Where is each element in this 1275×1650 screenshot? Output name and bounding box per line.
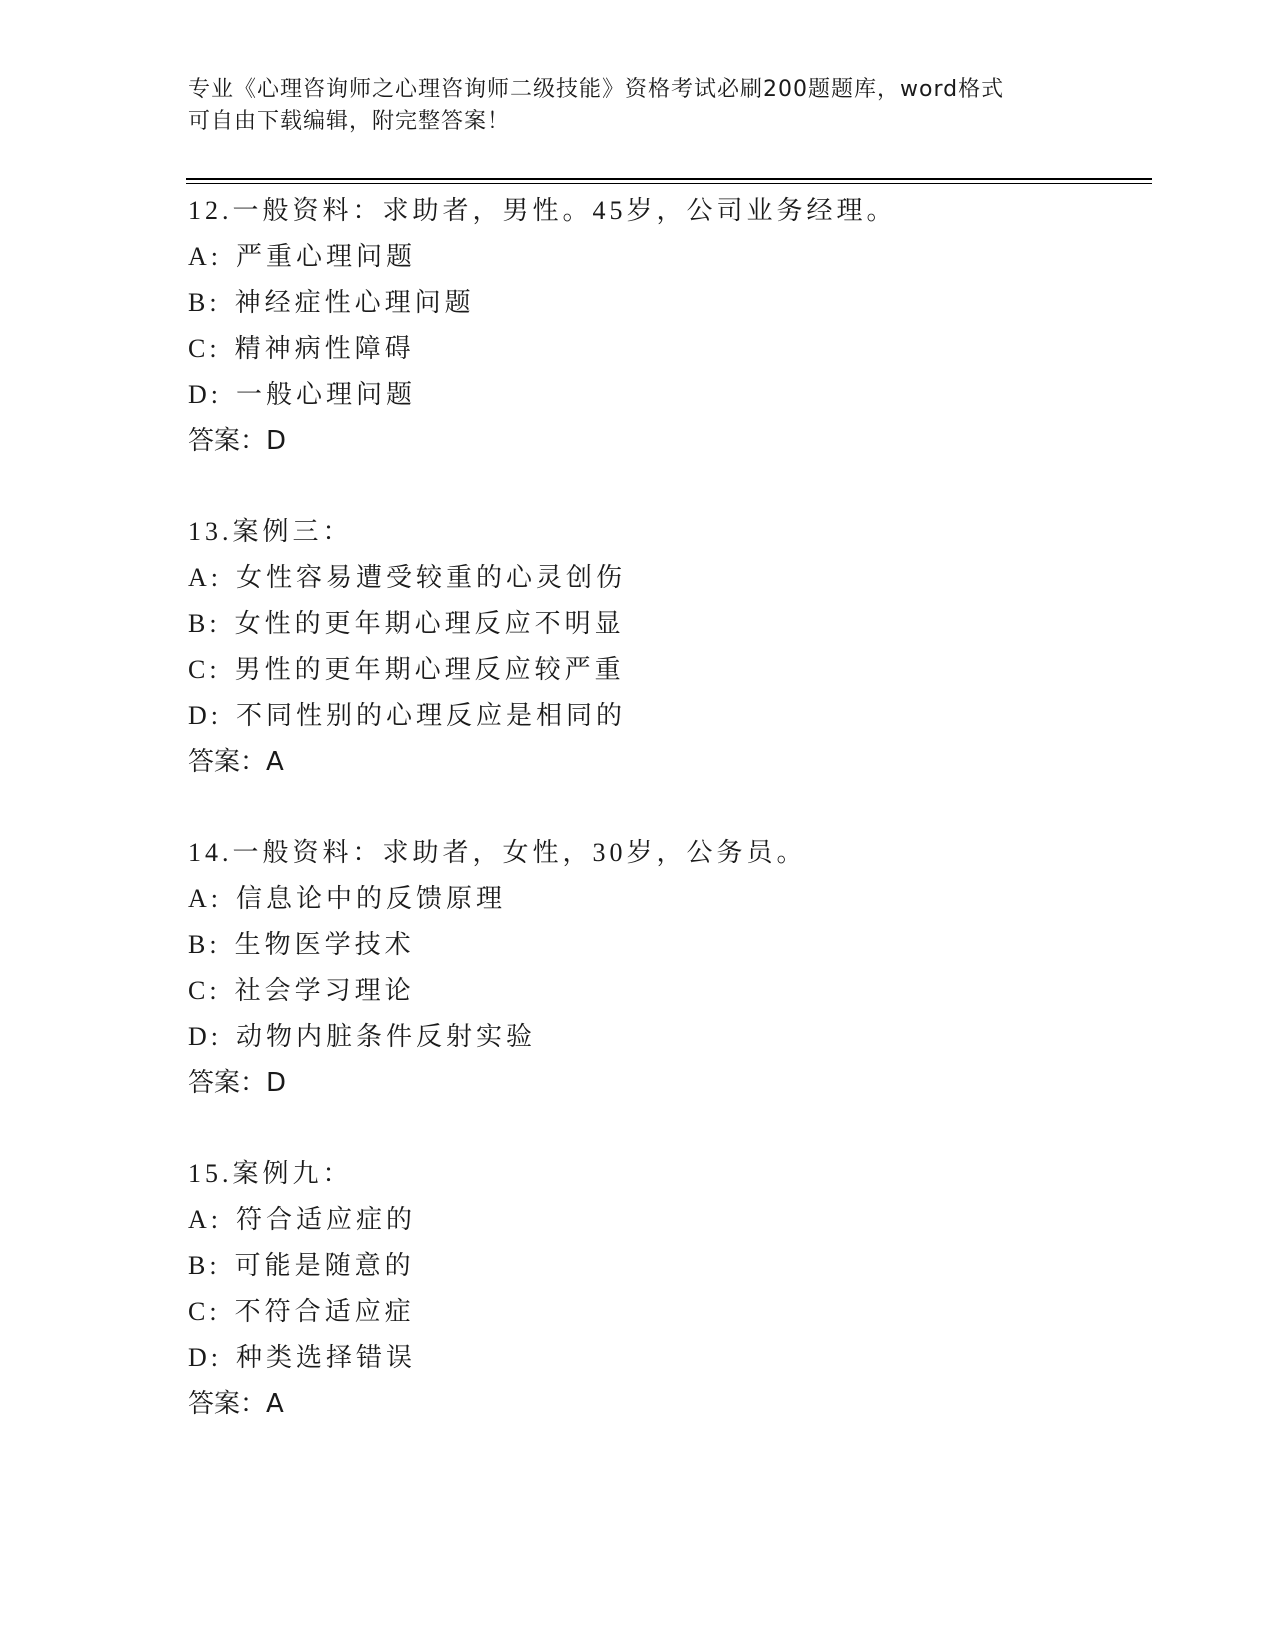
document-header — [188, 74, 1088, 138]
option-letter: A: — [188, 242, 222, 271]
option-letter: B: — [188, 1251, 221, 1280]
answer-line: 答案：A — [188, 1389, 284, 1419]
option-letter: D: — [188, 380, 222, 409]
option-letter: C: — [188, 334, 221, 363]
option-letter: A: — [188, 563, 222, 592]
option-b — [188, 280, 1148, 326]
option-b — [188, 922, 1148, 968]
option-text: 女性的更年期心理反应不明显 — [234, 609, 625, 638]
option-b — [188, 601, 1148, 647]
option-letter: A: — [188, 1205, 222, 1234]
option-letter: A: — [188, 884, 222, 913]
option-text: 一般心理问题 — [236, 380, 417, 409]
question-12 — [188, 188, 1148, 464]
header-rule-thick — [186, 178, 1152, 180]
option-text: 不同性别的心理反应是相同的 — [236, 701, 627, 730]
option-letter: C: — [188, 655, 221, 684]
option-text: 男性的更年期心理反应较严重 — [234, 655, 625, 684]
option-c — [188, 326, 1148, 372]
question-15 — [188, 1151, 1148, 1427]
answer-line: 答案：D — [188, 426, 287, 456]
option-a — [188, 555, 1148, 601]
option-text: 可能是随意的 — [234, 1251, 415, 1280]
option-text: 社会学习理论 — [234, 976, 415, 1005]
option-c — [188, 1289, 1148, 1335]
question-stem: 15.案例九： — [188, 1159, 353, 1188]
option-c — [188, 647, 1148, 693]
option-text: 符合适应症的 — [236, 1205, 417, 1234]
option-letter: C: — [188, 1297, 221, 1326]
question-list — [188, 188, 1148, 1472]
option-text: 神经症性心理问题 — [234, 288, 475, 317]
question-stem: 12.一般资料：求助者，男性。45岁，公司业务经理。 — [188, 196, 897, 225]
option-text: 女性容易遭受较重的心灵创伤 — [236, 563, 627, 592]
option-text: 生物医学技术 — [234, 930, 415, 959]
option-a — [188, 876, 1148, 922]
header-rule-thin — [186, 183, 1152, 184]
option-text: 动物内脏条件反射实验 — [236, 1022, 537, 1051]
option-d — [188, 1335, 1148, 1381]
option-a — [188, 234, 1148, 280]
answer-line: 答案：A — [188, 747, 284, 777]
option-text: 不符合适应症 — [234, 1297, 415, 1326]
option-c — [188, 968, 1148, 1014]
option-a — [188, 1197, 1148, 1243]
option-text: 精神病性障碍 — [234, 334, 415, 363]
question-stem: 14.一般资料：求助者，女性，30岁，公务员。 — [188, 838, 807, 867]
option-text: 严重心理问题 — [236, 242, 417, 271]
option-d — [188, 693, 1148, 739]
option-letter: B: — [188, 930, 221, 959]
option-letter: B: — [188, 609, 221, 638]
option-d — [188, 372, 1148, 418]
option-letter: D: — [188, 1343, 222, 1372]
option-letter: D: — [188, 1022, 222, 1051]
option-letter: C: — [188, 976, 221, 1005]
header-line-1: 专业《心理咨询师之心理咨询师二级技能》资格考试必刷200题题库，word格式 — [188, 77, 1005, 102]
option-text: 信息论中的反馈原理 — [236, 884, 507, 913]
answer-line: 答案：D — [188, 1068, 287, 1098]
header-line-2: 可自由下载编辑，附完整答案！ — [188, 109, 511, 134]
question-13 — [188, 509, 1148, 785]
option-letter: B: — [188, 288, 221, 317]
option-text: 种类选择错误 — [236, 1343, 417, 1372]
question-stem: 13.案例三： — [188, 517, 353, 546]
option-letter: D: — [188, 701, 222, 730]
question-14 — [188, 830, 1148, 1106]
option-d — [188, 1014, 1148, 1060]
option-b — [188, 1243, 1148, 1289]
